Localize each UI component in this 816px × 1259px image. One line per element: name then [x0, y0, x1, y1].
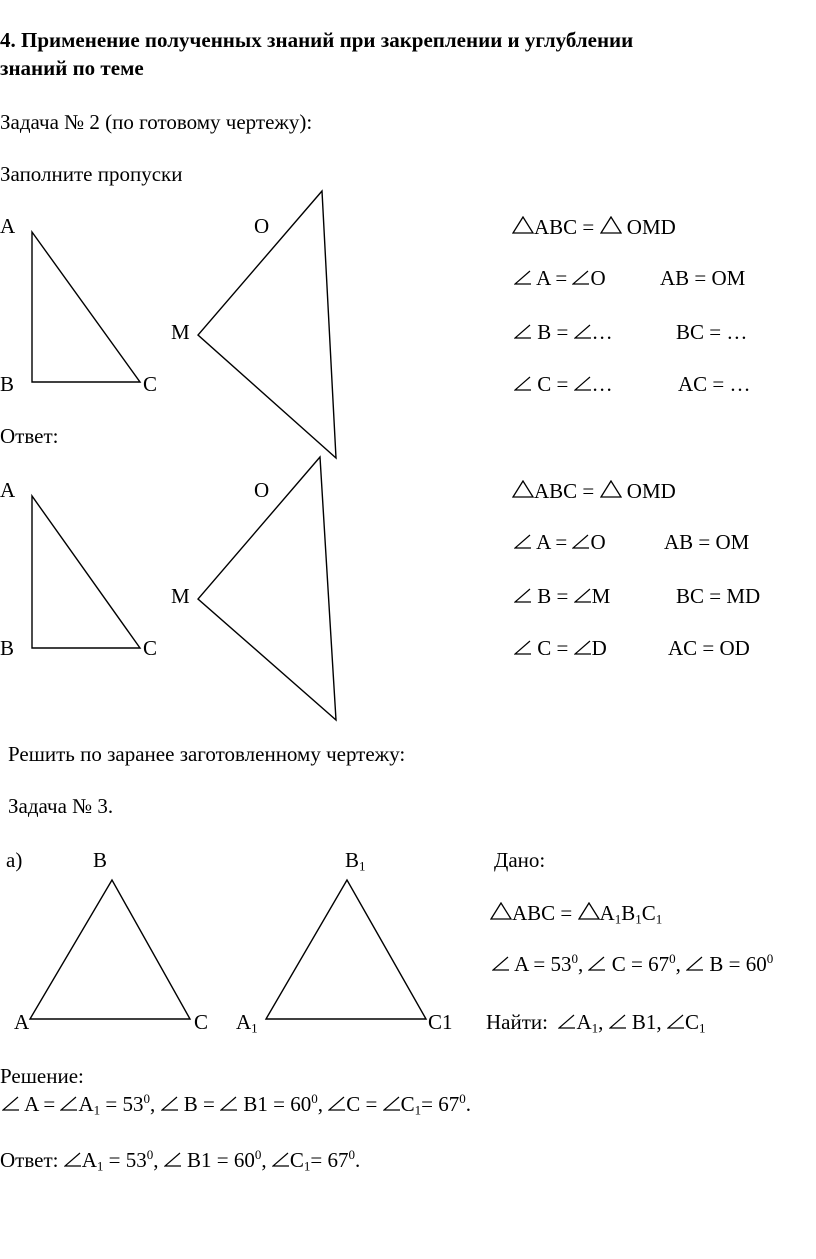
angle-icon	[558, 1014, 576, 1029]
triangle-abc-1	[32, 232, 140, 382]
vertex-b1-label: $B_1$	[345, 848, 366, 874]
vertex-b-label: B	[93, 848, 108, 872]
side-row-3-filled: AC = OD	[668, 636, 750, 660]
angle-row-1-blank: A = O	[514, 268, 606, 289]
side-row-1-blank: AB = OM	[660, 266, 746, 290]
given-angles: $A = 53^0$, $C = 67^0$, $B = 60^0$	[492, 954, 773, 975]
task3-title: Задача № 3.	[8, 794, 114, 818]
point-c-label: C	[143, 372, 158, 396]
answer-line: Ответ: $A_1 = 53^0$, $B1 = 60^0$, $C_1= 67^0$.	[0, 1147, 361, 1174]
angle-icon	[609, 1014, 627, 1029]
angle-icon	[164, 1152, 182, 1167]
triangle-equality-blank: ABC = OMD	[512, 216, 676, 238]
angle-icon	[514, 640, 532, 655]
side-row-3-blank: AC = …	[678, 372, 751, 396]
vertex-a-label: A	[14, 1010, 30, 1034]
angle-row-3-filled: C = D	[514, 638, 607, 659]
point-o-label: O	[254, 214, 270, 238]
point-m-label-answer: M	[171, 584, 190, 608]
find-row: Найти: $A_1$, B1, $C_1$	[486, 1010, 706, 1036]
given-label: Дано:	[494, 848, 546, 872]
triangle-icon	[578, 902, 600, 920]
point-o-label-answer: O	[254, 478, 270, 502]
angle-icon	[514, 270, 532, 285]
point-c-label-answer: C	[143, 636, 158, 660]
triangle-icon	[600, 480, 622, 498]
section-heading-line2: знаний по теме	[0, 56, 144, 80]
angle-icon	[161, 1096, 179, 1111]
angle-icon	[588, 956, 606, 971]
angle-row-3-blank: C = …	[514, 374, 613, 395]
angle-icon	[60, 1096, 78, 1111]
triangle-equality-filled: ABC = OMD	[512, 480, 676, 502]
point-a-label: A	[0, 214, 16, 238]
task3-intro: Решить по заранее заготовленному чертежу:	[8, 742, 406, 766]
triangle-icon	[600, 216, 622, 234]
side-row-2-filled: BC = MD	[676, 584, 761, 608]
solution-line: $A = A_1 = 53^0$, $B = B1 = 60^0$, $C = C_1= 67^0$.	[2, 1094, 471, 1115]
angle-icon	[514, 376, 532, 391]
vertex-c-label: C	[194, 1010, 209, 1034]
angle-icon	[220, 1096, 238, 1111]
angle-row-2-blank: B = …	[514, 322, 613, 343]
triangle-a1b1c1	[266, 880, 426, 1019]
angle-icon	[514, 324, 532, 339]
given-triangle-equality: ABC = $A_1B_1C_1$	[490, 902, 662, 924]
angle-icon	[574, 588, 592, 603]
angle-row-2-filled: B = M	[514, 586, 610, 607]
side-row-1-filled: AB = OM	[664, 530, 750, 554]
point-b-label: B	[0, 372, 15, 396]
point-m-label: M	[171, 320, 190, 344]
triangle-abc-2	[32, 496, 140, 648]
task2-title: Задача № 2 (по готовому чертежу):	[0, 110, 313, 134]
point-a-label-answer: A	[0, 478, 16, 502]
angle-row-1-filled: A = O	[514, 532, 606, 553]
task2-instruction: Заполните пропуски	[0, 162, 183, 186]
triangle-abc-3	[30, 880, 190, 1019]
angle-icon	[574, 324, 592, 339]
task3-part-label: а)	[6, 848, 23, 872]
vertex-a1-label: $A_1$	[236, 1010, 258, 1036]
angle-icon	[2, 1096, 20, 1111]
angle-icon	[328, 1096, 346, 1111]
angle-icon	[574, 640, 592, 655]
angle-icon	[272, 1152, 290, 1167]
angle-icon	[572, 534, 590, 549]
angle-icon	[686, 956, 704, 971]
angle-icon	[514, 534, 532, 549]
section-heading-line1: 4. Применение полученных знаний при закреплении и углублении	[0, 28, 634, 52]
side-row-2-blank: BC = …	[676, 320, 748, 344]
triangle-icon	[490, 902, 512, 920]
angle-icon	[514, 588, 532, 603]
angle-icon	[492, 956, 510, 971]
triangle-icon	[512, 216, 534, 234]
vertex-c1-label: C1	[428, 1010, 453, 1034]
point-b-label-answer: B	[0, 636, 15, 660]
angle-icon	[572, 270, 590, 285]
angle-icon	[574, 376, 592, 391]
angle-icon	[64, 1152, 82, 1167]
angle-icon	[667, 1014, 685, 1029]
triangle-icon	[512, 480, 534, 498]
task2-answer-label: Ответ:	[0, 424, 59, 448]
angle-icon	[383, 1096, 401, 1111]
solution-label: Решение:	[0, 1064, 84, 1088]
